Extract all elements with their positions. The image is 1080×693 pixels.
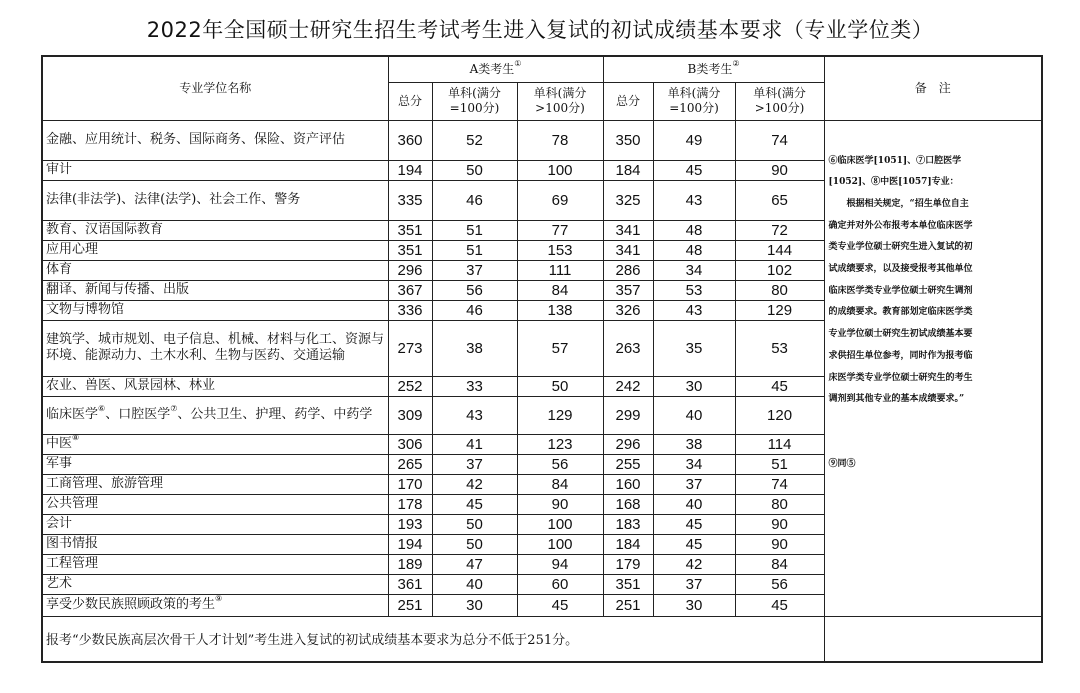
score-a-sgt100: 100 (517, 514, 603, 534)
score-b-sgt100: 45 (735, 594, 824, 616)
remarks-line: ⑥临床医学[1051]、⑦口腔医学 (828, 155, 962, 166)
row-degree-name: 体育 (42, 260, 388, 280)
score-a-sgt100: 60 (517, 574, 603, 594)
score-b-total: 351 (603, 574, 653, 594)
score-b-sgt100: 114 (735, 434, 824, 454)
row-degree-name: 工商管理、旅游管理 (42, 474, 388, 494)
score-requirements-table (41, 55, 1043, 663)
footnote-marker: ⑥ (98, 404, 106, 413)
score-b-total: 179 (603, 554, 653, 574)
header-b-single-gt100: 单科(满分 >100分) (735, 82, 824, 120)
score-a-s100: 51 (432, 220, 517, 240)
score-b-total: 184 (603, 160, 653, 180)
score-b-s100: 34 (653, 260, 735, 280)
row-degree-name (42, 434, 388, 454)
score-a-total: 336 (388, 300, 432, 320)
score-a-sgt100: 45 (517, 594, 603, 616)
remarks-line: 求供招生单位参考，同时作为报考临 (828, 350, 973, 361)
score-b-total: 183 (603, 514, 653, 534)
header-b-total: 总分 (603, 82, 653, 120)
score-a-sgt100: 57 (517, 320, 603, 376)
name-text: 、公共卫生、护理、药学、中药学 (177, 407, 373, 422)
score-a-s100: 40 (432, 574, 517, 594)
score-a-total: 351 (388, 220, 432, 240)
name-text: 享受少数民族照顾政策的考生 (46, 597, 216, 612)
score-a-s100: 41 (432, 434, 517, 454)
remarks-line: 的成绩要求。教育部划定临床医学类 (828, 307, 973, 318)
footnote-marker: ⑦ (170, 404, 178, 413)
score-a-total: 335 (388, 180, 432, 220)
score-a-total: 194 (388, 534, 432, 554)
row-degree-name: 图书情报 (42, 534, 388, 554)
score-a-total: 252 (388, 376, 432, 396)
score-b-s100: 42 (653, 554, 735, 574)
score-a-sgt100: 90 (517, 494, 603, 514)
score-a-s100: 50 (432, 514, 517, 534)
score-a-total: 178 (388, 494, 432, 514)
score-b-s100: 45 (653, 160, 735, 180)
footer-note: 报考“少数民族高层次骨干人才计划”考生进入复试的初试成绩基本要求为总分不低于251分。 (42, 616, 824, 662)
score-b-sgt100: 74 (735, 120, 824, 160)
remarks-line: [1052]、⑧中医[1057]专业： (828, 177, 959, 188)
score-a-total: 265 (388, 454, 432, 474)
score-a-s100: 50 (432, 534, 517, 554)
score-b-sgt100: 144 (735, 240, 824, 260)
score-b-sgt100: 120 (735, 396, 824, 434)
score-b-s100: 40 (653, 396, 735, 434)
score-b-sgt100: 80 (735, 280, 824, 300)
score-b-s100: 48 (653, 220, 735, 240)
row-degree-name (42, 594, 388, 616)
score-a-total: 170 (388, 474, 432, 494)
score-a-sgt100: 138 (517, 300, 603, 320)
header-a-single-gt100: 单科(满分 >100分) (517, 82, 603, 120)
score-a-s100: 50 (432, 160, 517, 180)
score-a-s100: 46 (432, 300, 517, 320)
row-degree-name: 军事 (42, 454, 388, 474)
score-b-s100: 35 (653, 320, 735, 376)
remarks-line: 试成绩要求，以及接受报考其他单位 (828, 264, 973, 275)
score-a-sgt100: 84 (517, 280, 603, 300)
remarks-line: 专业学位硕士研究生初试成绩基本要 (828, 329, 973, 340)
score-b-sgt100: 102 (735, 260, 824, 280)
score-b-s100: 38 (653, 434, 735, 454)
score-a-sgt100: 100 (517, 160, 603, 180)
score-a-sgt100: 78 (517, 120, 603, 160)
score-a-sgt100: 123 (517, 434, 603, 454)
name-text: 中医 (46, 436, 73, 451)
remarks-line: 确定并对外公布报考本单位临床医学 (828, 220, 973, 231)
score-b-s100: 53 (653, 280, 735, 300)
score-b-total: 184 (603, 534, 653, 554)
score-a-s100: 52 (432, 120, 517, 160)
score-a-total: 360 (388, 120, 432, 160)
footnote-marker: ⑧ (72, 433, 80, 442)
score-b-sgt100: 72 (735, 220, 824, 240)
score-a-total: 361 (388, 574, 432, 594)
header-remarks: 备 注 (824, 56, 1042, 120)
score-a-s100: 30 (432, 594, 517, 616)
remarks-line: 床医学类专业学位硕士研究生的考生 (828, 372, 973, 383)
score-a-sgt100: 69 (517, 180, 603, 220)
row-degree-name: 公共管理 (42, 494, 388, 514)
score-a-sgt100: 129 (517, 396, 603, 434)
score-b-total: 296 (603, 434, 653, 454)
remarks-line: 调剂到其他专业的基本成绩要求。” (828, 394, 965, 405)
score-a-s100: 37 (432, 260, 517, 280)
score-b-sgt100: 90 (735, 160, 824, 180)
footnote-marker: ② (732, 58, 740, 68)
score-a-sgt100: 56 (517, 454, 603, 474)
score-b-s100: 48 (653, 240, 735, 260)
score-b-sgt100: 51 (735, 454, 824, 474)
score-a-total: 309 (388, 396, 432, 434)
score-b-s100: 30 (653, 376, 735, 396)
score-b-sgt100: 84 (735, 554, 824, 574)
score-b-total: 255 (603, 454, 653, 474)
header-a-total: 总分 (388, 82, 432, 120)
score-b-total: 263 (603, 320, 653, 376)
score-a-sgt100: 94 (517, 554, 603, 574)
row-degree-name: 建筑学、城市规划、电子信息、机械、材料与化工、资源与环境、能源动力、土木水利、生物与医药、交通运输 (42, 320, 388, 376)
score-b-s100: 34 (653, 454, 735, 474)
score-b-total: 299 (603, 396, 653, 434)
score-a-total: 194 (388, 160, 432, 180)
score-a-sgt100: 153 (517, 240, 603, 260)
score-a-total: 367 (388, 280, 432, 300)
score-b-sgt100: 74 (735, 474, 824, 494)
score-b-total: 251 (603, 594, 653, 616)
header-name-column: 专业学位名称 (42, 56, 388, 120)
row-degree-name: 会计 (42, 514, 388, 534)
row-degree-name (42, 396, 388, 434)
score-b-sgt100: 90 (735, 514, 824, 534)
score-a-s100: 45 (432, 494, 517, 514)
score-a-sgt100: 77 (517, 220, 603, 240)
score-b-total: 350 (603, 120, 653, 160)
row-degree-name: 应用心理 (42, 240, 388, 260)
score-a-sgt100: 50 (517, 376, 603, 396)
score-b-s100: 40 (653, 494, 735, 514)
header-b-single-100: 单科(满分 =100分) (653, 82, 735, 120)
name-text: 临床医学 (46, 407, 99, 422)
row-degree-name: 教育、汉语国际教育 (42, 220, 388, 240)
page-title: 2022年全国硕士研究生招生考试考生进入复试的初试成绩基本要求（专业学位类） (146, 18, 934, 42)
footnote-marker: ① (514, 58, 522, 68)
score-a-total: 189 (388, 554, 432, 574)
score-b-total: 286 (603, 260, 653, 280)
row-degree-name: 金融、应用统计、税务、国际商务、保险、资产评估 (42, 120, 388, 160)
row-degree-name: 工程管理 (42, 554, 388, 574)
score-a-s100: 42 (432, 474, 517, 494)
score-b-sgt100: 53 (735, 320, 824, 376)
remarks-line: ⑨同⑤ (828, 458, 856, 469)
score-b-total: 242 (603, 376, 653, 396)
score-a-s100: 47 (432, 554, 517, 574)
remarks-notes (824, 120, 1042, 616)
score-b-sgt100: 45 (735, 376, 824, 396)
score-b-sgt100: 129 (735, 300, 824, 320)
table-row (42, 120, 1042, 160)
score-a-s100: 56 (432, 280, 517, 300)
score-b-s100: 49 (653, 120, 735, 160)
score-b-s100: 43 (653, 180, 735, 220)
row-degree-name: 艺术 (42, 574, 388, 594)
score-a-s100: 51 (432, 240, 517, 260)
score-a-total: 351 (388, 240, 432, 260)
score-b-total: 326 (603, 300, 653, 320)
score-a-s100: 43 (432, 396, 517, 434)
score-b-total: 168 (603, 494, 653, 514)
score-a-s100: 38 (432, 320, 517, 376)
score-b-s100: 45 (653, 514, 735, 534)
score-b-sgt100: 80 (735, 494, 824, 514)
header-group-b: B类考生② (603, 56, 824, 82)
score-b-total: 357 (603, 280, 653, 300)
score-a-s100: 33 (432, 376, 517, 396)
row-degree-name: 农业、兽医、风景园林、林业 (42, 376, 388, 396)
row-degree-name: 审计 (42, 160, 388, 180)
score-b-total: 341 (603, 240, 653, 260)
score-a-s100: 37 (432, 454, 517, 474)
score-b-s100: 45 (653, 534, 735, 554)
score-a-total: 296 (388, 260, 432, 280)
score-b-s100: 30 (653, 594, 735, 616)
score-b-total: 325 (603, 180, 653, 220)
score-b-total: 160 (603, 474, 653, 494)
name-text: 、口腔医学 (105, 407, 171, 422)
score-b-s100: 43 (653, 300, 735, 320)
footnote-marker: ⑨ (215, 594, 223, 603)
footer-remarks-blank (824, 616, 1042, 662)
score-a-s100: 46 (432, 180, 517, 220)
remarks-line: 临床医学类专业学位硕士研究生调剂 (828, 285, 973, 296)
remarks-line: 根据相关规定，“招生单位自主 (846, 198, 969, 209)
score-b-s100: 37 (653, 574, 735, 594)
row-degree-name: 文物与博物馆 (42, 300, 388, 320)
score-a-sgt100: 100 (517, 534, 603, 554)
score-a-total: 251 (388, 594, 432, 616)
score-a-sgt100: 111 (517, 260, 603, 280)
score-b-sgt100: 56 (735, 574, 824, 594)
score-b-total: 341 (603, 220, 653, 240)
score-a-sgt100: 84 (517, 474, 603, 494)
row-degree-name: 翻译、新闻与传播、出版 (42, 280, 388, 300)
header-a-single-100: 单科(满分 =100分) (432, 82, 517, 120)
remarks-line: 类专业学位硕士研究生进入复试的初 (828, 242, 973, 253)
row-degree-name: 法律(非法学)、法律(法学)、社会工作、警务 (42, 180, 388, 220)
score-a-total: 273 (388, 320, 432, 376)
score-a-total: 306 (388, 434, 432, 454)
score-b-sgt100: 65 (735, 180, 824, 220)
header-group-a: A类考生① (388, 56, 603, 82)
score-a-total: 193 (388, 514, 432, 534)
score-b-sgt100: 90 (735, 534, 824, 554)
score-b-s100: 37 (653, 474, 735, 494)
